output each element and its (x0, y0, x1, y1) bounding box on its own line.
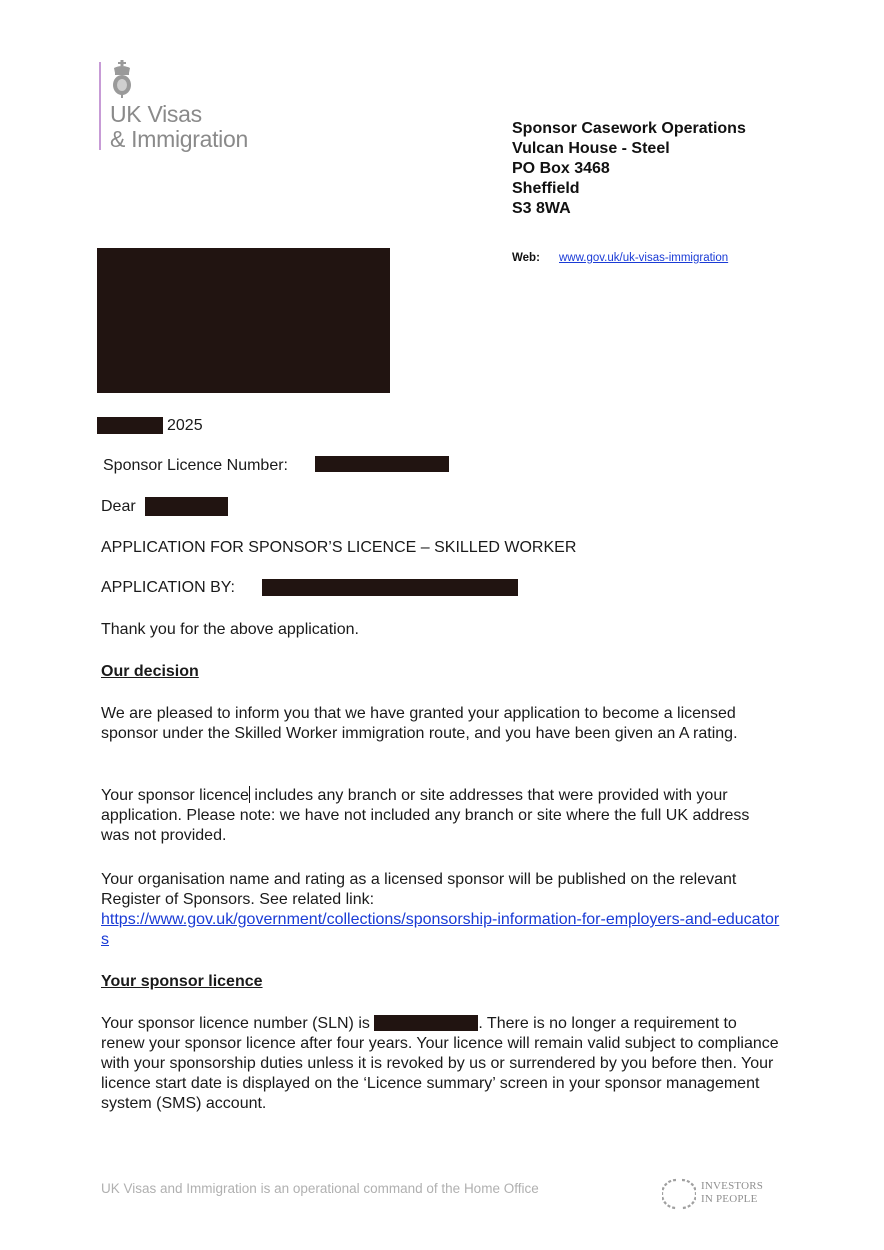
date-year: 2025 (167, 417, 203, 434)
redacted-recipient-name (145, 497, 228, 516)
logo-accent-bar (99, 62, 101, 150)
address-line: S3 8WA (512, 200, 571, 217)
paragraph-sln (101, 1014, 781, 1114)
para2-text-end: includes any branch or site addresses that were provided with your application. Please note: we have not included any branch or site where the full UK address was not provided. (101, 787, 750, 844)
section-heading-your-sponsor-licence: Your sponsor licence (101, 973, 263, 990)
sponsorship-info-link[interactable]: https://www.gov.uk/government/collections/sponsorship-information-for-employers-and-educators (101, 911, 780, 948)
iip-line-2: IN PEOPLE (701, 1193, 758, 1205)
address-line: Sheffield (512, 180, 580, 197)
para3-text: Your organisation name and rating as a licensed sponsor will be published on the relevant Register of Sponsors. See related link: (101, 871, 737, 908)
sender-address (512, 119, 746, 219)
redacted-licence-number (315, 456, 449, 472)
para4-text-start: Your sponsor licence number (SLN) is (101, 1015, 375, 1032)
redacted-sln (374, 1015, 478, 1031)
redacted-recipient-address (97, 248, 390, 393)
paragraph-decision: We are pleased to inform you that we have granted your application to become a licensed sponsor under the Skilled Worker immigration route, and you have been given an A rating. (101, 705, 738, 742)
address-line: Vulcan House - Steel (512, 140, 670, 157)
web-link[interactable]: www.gov.uk/uk-visas-immigration (559, 252, 729, 264)
paragraph-register (101, 870, 781, 950)
thanks-line: Thank you for the above application. (101, 621, 359, 638)
para4-text-end: . There is no longer a requirement to renew your sponsor licence after four years. Your licence will remain valid subject to compliance with your sponsorship duties unless it is revoked by us or surrendered by you before then. Your licence start date is displayed on the ‘Licence summary’ screen in your sponsor management system (SMS) account. (101, 1015, 779, 1112)
royal-crest-icon (110, 60, 134, 98)
logo-wordmark (110, 102, 248, 152)
address-line: PO Box 3468 (512, 160, 610, 177)
letter-subject: APPLICATION FOR SPONSOR’S LICENCE – SKILLED WORKER (101, 539, 577, 556)
iip-line-1: INVESTORS (701, 1180, 764, 1192)
application-by-label: APPLICATION BY: (101, 579, 235, 596)
paragraph-branch-sites (101, 786, 781, 846)
web-label: Web: (512, 252, 540, 264)
logo-line-1: UK Visas (110, 101, 202, 127)
section-heading-our-decision: Our decision (101, 663, 199, 680)
para2-text-start: Your sponsor licence (101, 787, 249, 804)
licence-number-label: Sponsor Licence Number: (103, 457, 288, 474)
investors-in-people-wreath-icon (662, 1177, 696, 1211)
salutation: Dear (101, 498, 136, 515)
investors-in-people-text (701, 1180, 763, 1206)
redacted-applicant-name (262, 579, 518, 596)
address-line: Sponsor Casework Operations (512, 120, 746, 137)
redacted-date-day-month (97, 417, 163, 434)
footer-text: UK Visas and Immigration is an operational command of the Home Office (101, 1181, 539, 1196)
logo-line-2: & Immigration (110, 126, 248, 152)
